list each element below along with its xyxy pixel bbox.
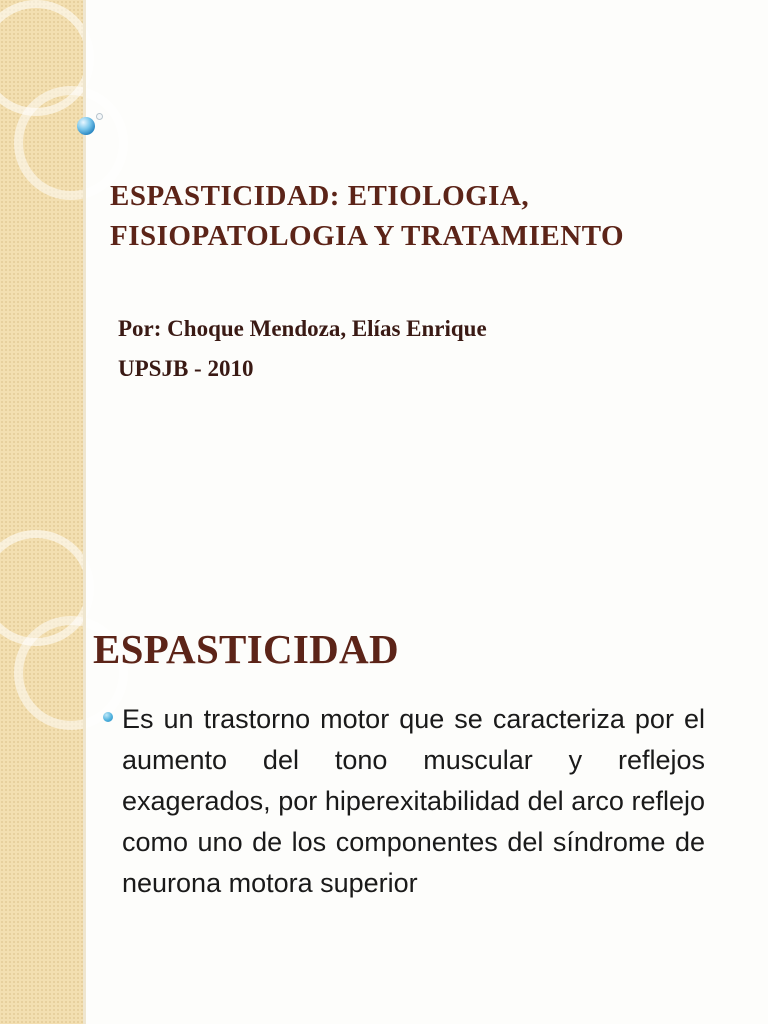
side-divider [83, 512, 86, 1024]
slide-title: ESPASTICIDAD [93, 626, 399, 672]
bullet-text: Es un trastorno motor que se caracteriza por el aumento del tono muscular y reflejos exagerados, por hiperexitabilidad del arco reflejo como uno de los componentes del síndrome de neurona motora superior [122, 704, 705, 898]
decorative-side-band [0, 512, 83, 1024]
institution-line: UPSJB - 2010 [118, 356, 254, 381]
decorative-side-band [0, 0, 83, 512]
author-line: Por: Choque Mendoza, Elías Enrique [118, 316, 487, 341]
small-orb-icon [96, 113, 103, 120]
presentation-title: ESPASTICIDAD: ETIOLOGIA, FISIOPATOLOGIA Y TRATAMIENTO [110, 180, 625, 252]
content-slide [0, 512, 768, 1024]
blue-orb-icon [77, 117, 95, 135]
side-divider [83, 0, 86, 512]
blue-orb-bullet-icon [103, 712, 113, 722]
